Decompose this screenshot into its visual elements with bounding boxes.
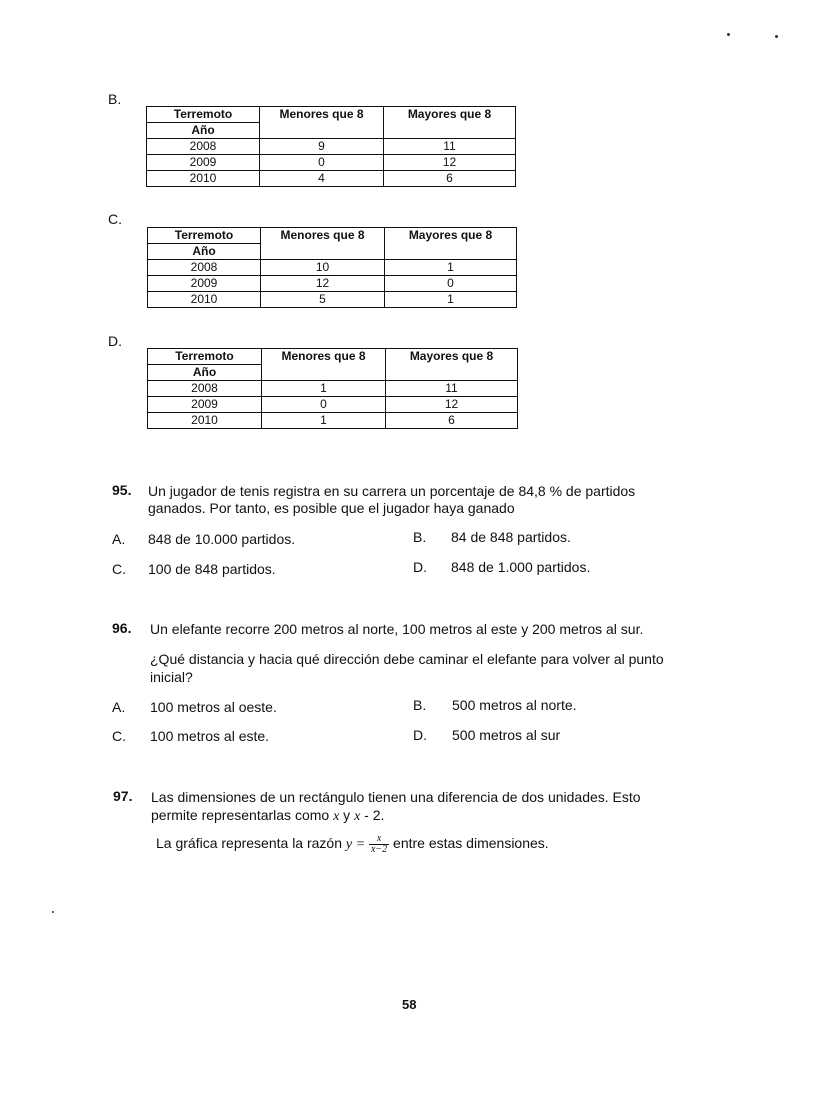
question-95-number: 95. (112, 482, 132, 498)
earthquake-table-d (147, 348, 518, 429)
q96-option-a-text: 100 metros al oeste. (150, 699, 277, 715)
fraction-denominator: x−2 (370, 844, 388, 855)
cell-mayores: 11 (384, 139, 516, 155)
table-b-letter: B. (108, 91, 122, 107)
earthquake-table-b (146, 106, 516, 187)
var-x: x (354, 809, 361, 824)
cell-year: 2010 (148, 413, 262, 429)
fraction-numerator: x (369, 834, 389, 845)
q97-line2-pre: permite representarlas como (151, 807, 334, 823)
question-97-line2 (151, 806, 384, 826)
scan-speck (52, 911, 54, 913)
header-terremoto: Terremoto (148, 228, 261, 244)
cell-mayores: 6 (386, 413, 518, 429)
q97-line3-pre: La gráfica representa la razón (156, 835, 346, 852)
q96-option-b-text: 500 metros al norte. (452, 697, 577, 713)
cell-menores: 4 (260, 171, 384, 187)
cell-mayores: 0 (385, 276, 517, 292)
table-row (148, 397, 518, 413)
ratio-fraction (369, 834, 389, 855)
page-number: 58 (402, 997, 417, 1012)
q97-line2-post: - 2. (360, 807, 385, 823)
table-row (148, 260, 517, 276)
cell-menores: 0 (260, 155, 384, 171)
cell-menores: 12 (261, 276, 385, 292)
q95-option-a-letter: A. (112, 531, 126, 547)
cell-menores: 0 (262, 397, 386, 413)
table-row (148, 413, 518, 429)
q95-option-c-text: 100 de 848 partidos. (148, 561, 276, 577)
header-ano: Año (148, 244, 261, 260)
cell-year: 2008 (147, 139, 260, 155)
question-97-line1: Las dimensiones de un rectángulo tienen una diferencia de dos unidades. Esto (151, 789, 641, 805)
cell-mayores: 11 (386, 381, 518, 397)
cell-year: 2008 (148, 260, 261, 276)
table-header-row (148, 349, 518, 365)
header-ano: Año (147, 123, 260, 139)
header-terremoto: Terremoto (148, 349, 262, 365)
header-menores: Menores que 8 (262, 349, 386, 381)
cell-mayores: 6 (384, 171, 516, 187)
header-menores: Menores que 8 (261, 228, 385, 260)
question-96-number: 96. (112, 620, 132, 636)
q95-option-b-text: 84 de 848 partidos. (451, 529, 571, 545)
cell-menores: 1 (262, 413, 386, 429)
table-d-letter: D. (108, 333, 122, 349)
cell-year: 2008 (148, 381, 262, 397)
formula-lhs: y = (345, 837, 366, 853)
cell-year: 2010 (148, 292, 261, 308)
table-row (148, 276, 517, 292)
header-menores: Menores que 8 (260, 107, 384, 139)
q96-option-d-text: 500 metros al sur (452, 727, 561, 743)
cell-year: 2010 (147, 171, 260, 187)
header-mayores: Mayores que 8 (384, 107, 516, 139)
scan-speck (775, 35, 778, 38)
table-row (148, 381, 518, 397)
cell-year: 2009 (147, 155, 260, 171)
question-95-line1: Un jugador de tenis registra en su carrera un porcentaje de 84,8 % de partidos (148, 483, 636, 499)
var-x: x (333, 809, 340, 824)
table-row (147, 171, 516, 187)
table-c-letter: C. (108, 211, 122, 227)
q96-option-c-letter: C. (112, 728, 126, 744)
q95-option-d-text: 848 de 1.000 partidos. (451, 559, 591, 575)
cell-mayores: 1 (385, 260, 517, 276)
header-mayores: Mayores que 8 (385, 228, 517, 260)
cell-year: 2009 (148, 397, 262, 413)
header-mayores: Mayores que 8 (386, 349, 518, 381)
question-96-line1: Un elefante recorre 200 metros al norte, 100 metros al este y 200 metros al sur. (150, 621, 644, 637)
question-96-line2: ¿Qué distancia y hacia qué dirección debe caminar el elefante para volver al punto (150, 651, 664, 667)
q96-option-b-letter: B. (413, 697, 427, 713)
q96-option-d-letter: D. (413, 727, 427, 743)
cell-mayores: 1 (385, 292, 517, 308)
question-97-number: 97. (113, 788, 133, 804)
q95-option-d-letter: D. (413, 559, 427, 575)
table-row (148, 292, 517, 308)
q95-option-a-text: 848 de 10.000 partidos. (148, 531, 296, 547)
cell-menores: 10 (261, 260, 385, 276)
cell-menores: 9 (260, 139, 384, 155)
table-header-row (147, 107, 516, 123)
q97-line2-mid: y (339, 807, 355, 823)
q96-option-c-text: 100 metros al este. (150, 728, 270, 744)
scan-speck (727, 33, 730, 36)
table-header-row (148, 228, 517, 244)
cell-year: 2009 (148, 276, 261, 292)
header-ano: Año (148, 365, 262, 381)
q95-option-c-letter: C. (112, 561, 126, 577)
cell-mayores: 12 (384, 155, 516, 171)
header-terremoto: Terremoto (147, 107, 260, 123)
q96-option-a-letter: A. (112, 699, 126, 715)
q97-line3-post: entre estas dimensiones. (389, 835, 549, 852)
table-row (147, 155, 516, 171)
cell-mayores: 12 (386, 397, 518, 413)
table-row (147, 139, 516, 155)
question-96-line3: inicial? (150, 669, 193, 685)
cell-menores: 1 (262, 381, 386, 397)
cell-menores: 5 (261, 292, 385, 308)
question-95-line2: ganados. Por tanto, es posible que el jugador haya ganado (148, 500, 515, 516)
question-97-line3 (156, 834, 549, 855)
earthquake-table-c (147, 227, 517, 308)
q95-option-b-letter: B. (413, 529, 427, 545)
